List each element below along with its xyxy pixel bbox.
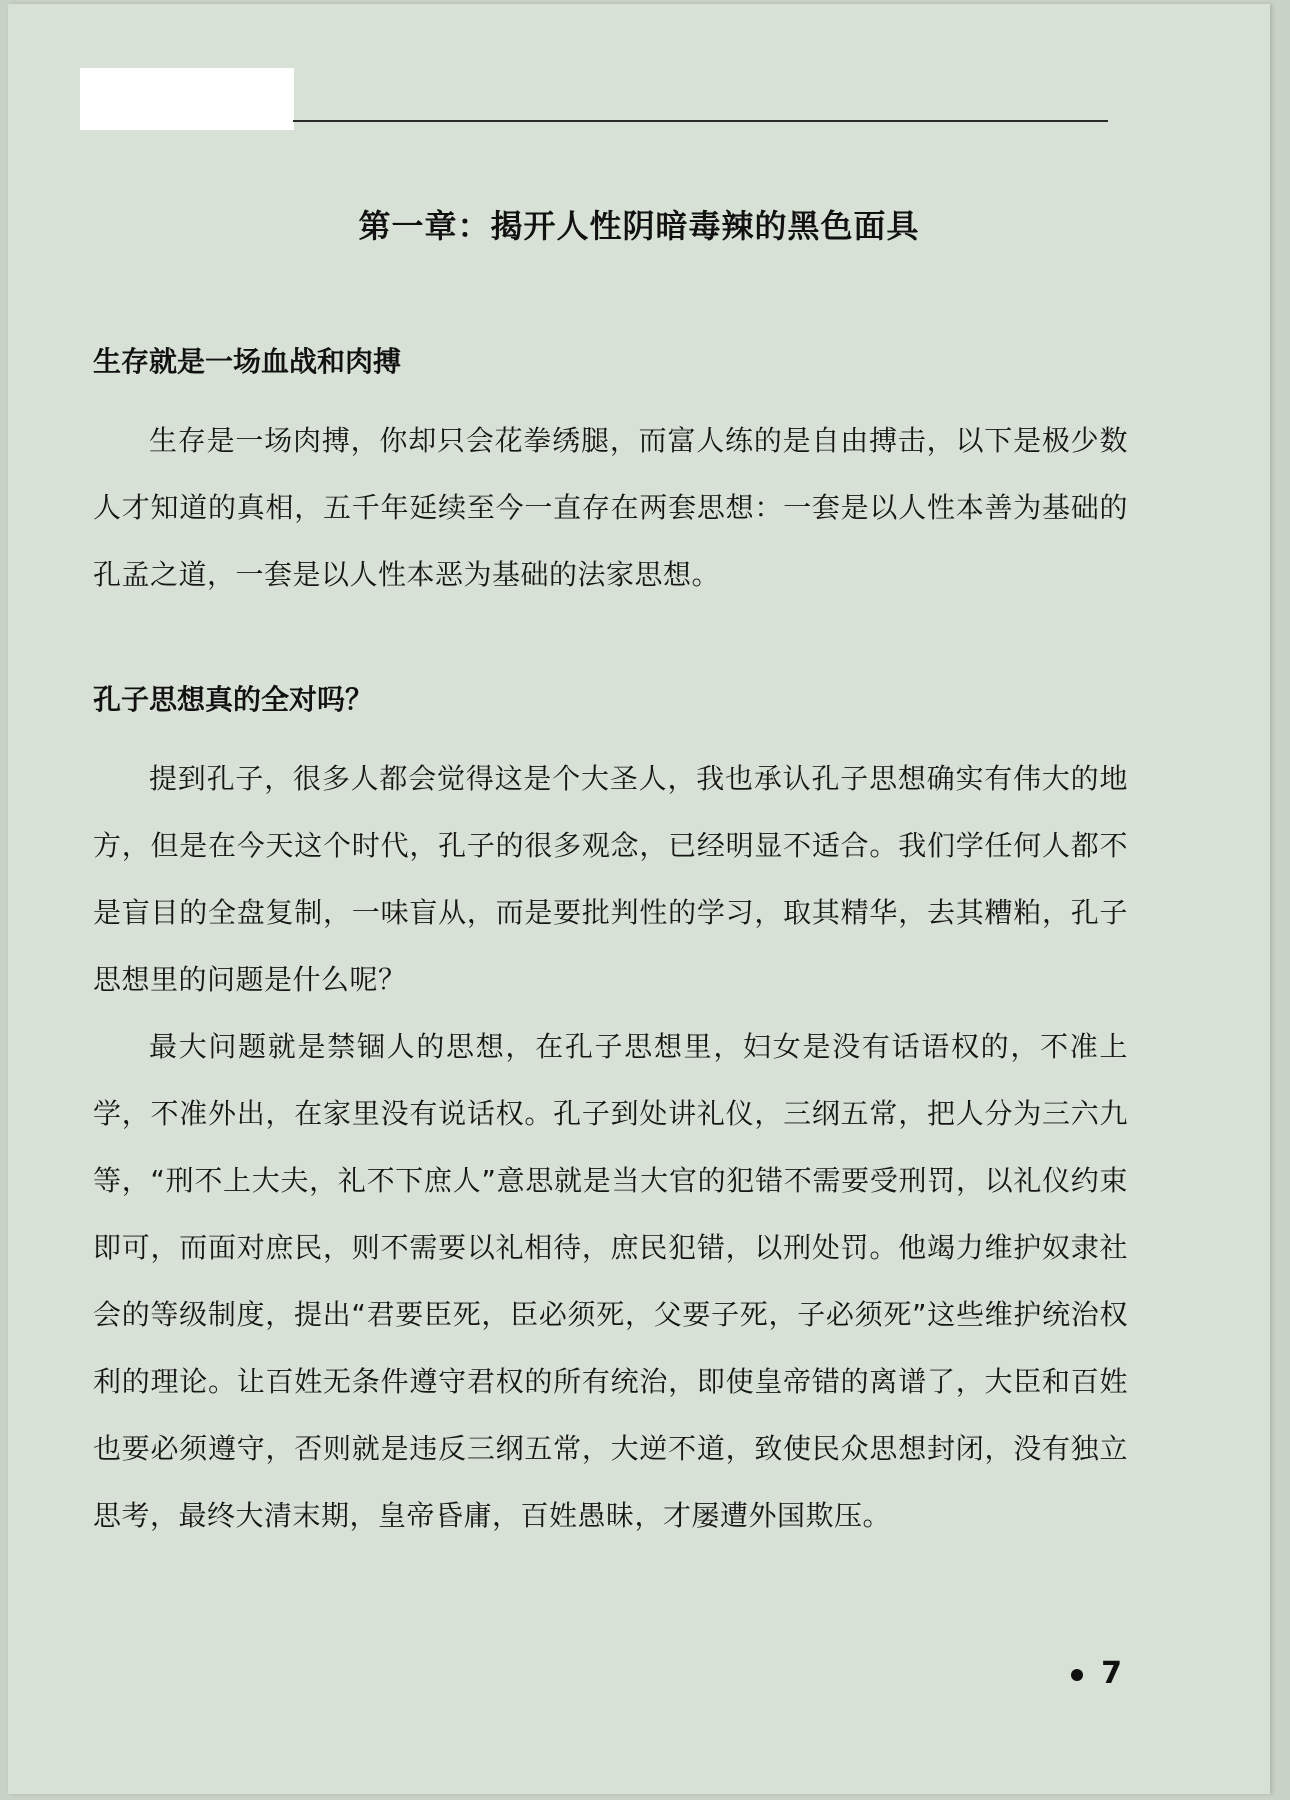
- book-page: [8, 4, 1270, 1794]
- paragraph: 最大问题就是禁锢人的思想，在孔子思想里，妇女是没有话语权的，不准上学，不准外出，在家里没有说话权。孔子到处讲礼仪，三纲五常，把人分为三六九等，“刑不上大夫，礼不下庶人”意思就是当大官的犯错不需要受刑罚，以礼仪约束即可，而面对庶民，则不需要以礼相待，庶民犯错，以刑处罚。他竭力维护奴隶社会的等级制度，提出“君要臣死，臣必须死，父要子死，子必须死”这些维护统治权利的理论。让百姓无条件遵守君权的所有统治，即使皇帝错的离谱了，大臣和百姓也要必须遵守，否则就是违反三纲五常，大逆不道，致使民众思想封闭，没有独立思考，最终大清末期，皇帝昏庸，百姓愚昧，才屡遭外国欺压。: [93, 1030, 1128, 1532]
- page-number-value: 7: [1101, 1656, 1122, 1691]
- page-number: [1071, 1656, 1122, 1691]
- section-heading: 孔子思想真的全对吗？: [93, 683, 374, 716]
- section-confucius: [93, 680, 1128, 1549]
- chapter-title: 第一章：揭开人性阴暗毒辣的黑色面具: [358, 207, 920, 245]
- bullet-dot-icon: [1071, 1669, 1083, 1681]
- section-survival: [93, 342, 1128, 608]
- paragraph: 提到孔子，很多人都会觉得这是个大圣人，我也承认孔子思想确实有伟大的地方，但是在今天这个时代，孔子的很多观念，已经明显不适合。我们学任何人都不是盲目的全盘复制，一味盲从，而是要批判性的学习，取其精华，去其糟粕，孔子思想里的问题是什么呢？: [93, 762, 1128, 996]
- section-heading: 生存就是一场血战和肉搏: [93, 345, 402, 378]
- redacted-header-block: [80, 68, 294, 130]
- paragraph: 生存是一场肉搏，你却只会花拳绣腿，而富人练的是自由搏击，以下是极少数人才知道的真相，五千年延续至今一直存在两套思想：一套是以人性本善为基础的孔孟之道，一套是以人性本恶为基础的法家思想。: [93, 424, 1128, 591]
- header-rule: [293, 120, 1108, 122]
